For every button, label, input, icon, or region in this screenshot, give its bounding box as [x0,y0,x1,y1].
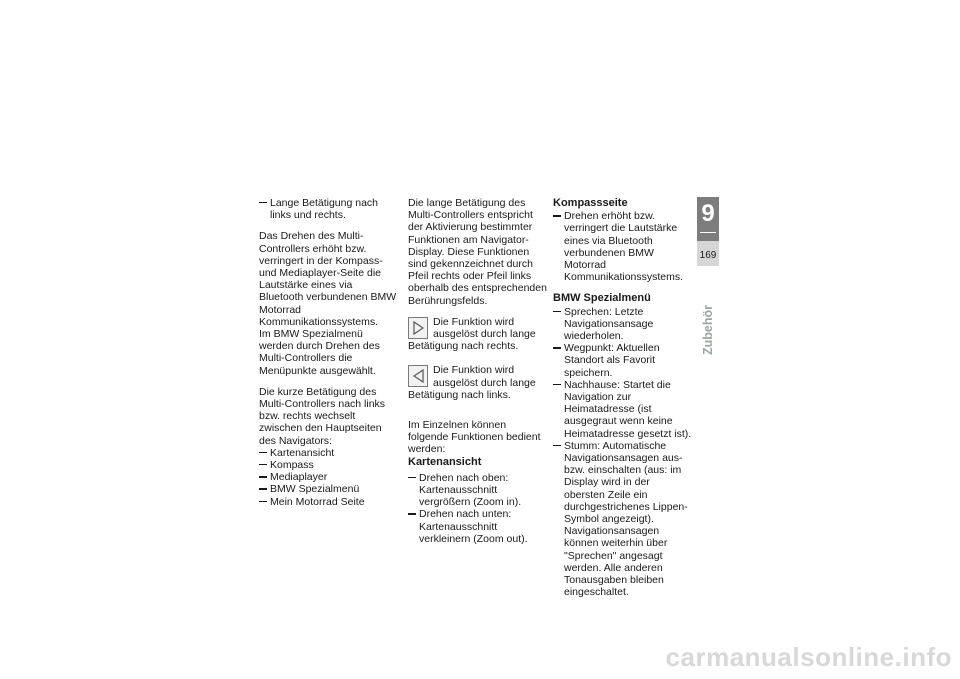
column-2 [408,197,548,554]
note-text: Die Funktion wird ausgelöst durch lange Betätigung nach links. [408,364,536,401]
list-item: Drehen nach oben: Kartenausschnitt vergrößern (Zoom in). [408,472,548,509]
arrow-right-icon [408,317,428,339]
watermark: carmanualsonline.info [665,642,952,672]
list-item: Lange Betätigung nach links und rechts. [259,197,399,221]
list-item: Wegpunkt: Aktuellen Standort als Favorit speichern. [553,342,693,379]
chapter-number: 9 [701,200,715,227]
section-label-text: Zubehör [701,305,715,355]
list-item: Drehen nach unten: Kartenausschnitt verkleinern (Zoom out). [408,508,548,545]
list-item: Mein Motorrad Seite [259,496,399,508]
paragraph: Im Einzelnen können folgende Funktionen bedient werden: [408,419,541,456]
column-1 [259,197,399,517]
note-right [408,316,548,353]
list-item: Stumm: Automatische Navigationsansagen aus- bzw. einschalten (aus: im Display wird in der obersten Zeile ein durchgestrichenes Lippen-Symbol angezeigt). Navigationsansagen können weiterhin über "Sprechen" angesagt werden. Alle anderen Tonausgaben bleiben eingeschaltet. [553,440,693,599]
page-list [259,447,399,508]
list-item: Nachhause: Startet die Navigation zur Heimatadresse (ist ausgegraut wenn keine Heimatadresse gesetzt ist). [553,379,693,440]
section-heading: Kartenansicht [408,455,482,468]
list-item: Drehen erhöht bzw. verringert die Lautstärke eines via Bluetooth verbundenen BMW Motorrad Kommunikationssystems. [553,210,693,283]
chapter-tab [697,197,719,266]
note-left [408,364,548,401]
note-text: Die Funktion wird ausgelöst durch lange Betätigung nach rechts. [408,315,536,353]
list-item: Mediaplayer [259,471,399,483]
divider [700,232,716,233]
paragraph: Die kurze Betätigung des Multi-Controllers nach links bzw. rechts wechselt zwischen den Hauptseiten des Navigators: [259,385,386,447]
section-heading: BMW Spezialmenü [553,292,651,305]
function-list [408,472,548,545]
list-item: BMW Spezialmenü [259,483,399,495]
list-item: Kompass [259,459,399,471]
section-heading: Kompassseite [553,197,628,209]
paragraph-text: Das Drehen des Multi-Controllers erhöht bzw. verringert in der Kompass- und Mediaplayer-Seite die Lautstärke eines via Bluetooth verbundenen BMW Motorrad Kommunikationssystems. [259,230,397,328]
column-3 [553,197,693,608]
arrow-left-icon [408,365,428,387]
function-list [553,306,693,599]
paragraph-text: Im BMW Spezialmenü werden durch Drehen des Multi-Controllers die Menüpunkte ausgewählt. [259,328,380,377]
page-number: 169 [699,250,717,261]
paragraph: Die lange Betätigung des Multi-Controllers entspricht der Aktivierung bestimmter Funktionen am Navigator-Display. Diese Funktionen sind gekennzeichnet durch Pfeil rechts oder Pfeil links oberhalb des entsprechenden Berührungsfelds. [408,197,547,307]
paragraph [259,230,399,376]
list-item: Sprechen: Letzte Navigationsansage wiederholen. [553,306,693,343]
function-list [553,210,693,283]
list-item: Kartenansicht [259,447,399,459]
section-label [690,290,726,370]
